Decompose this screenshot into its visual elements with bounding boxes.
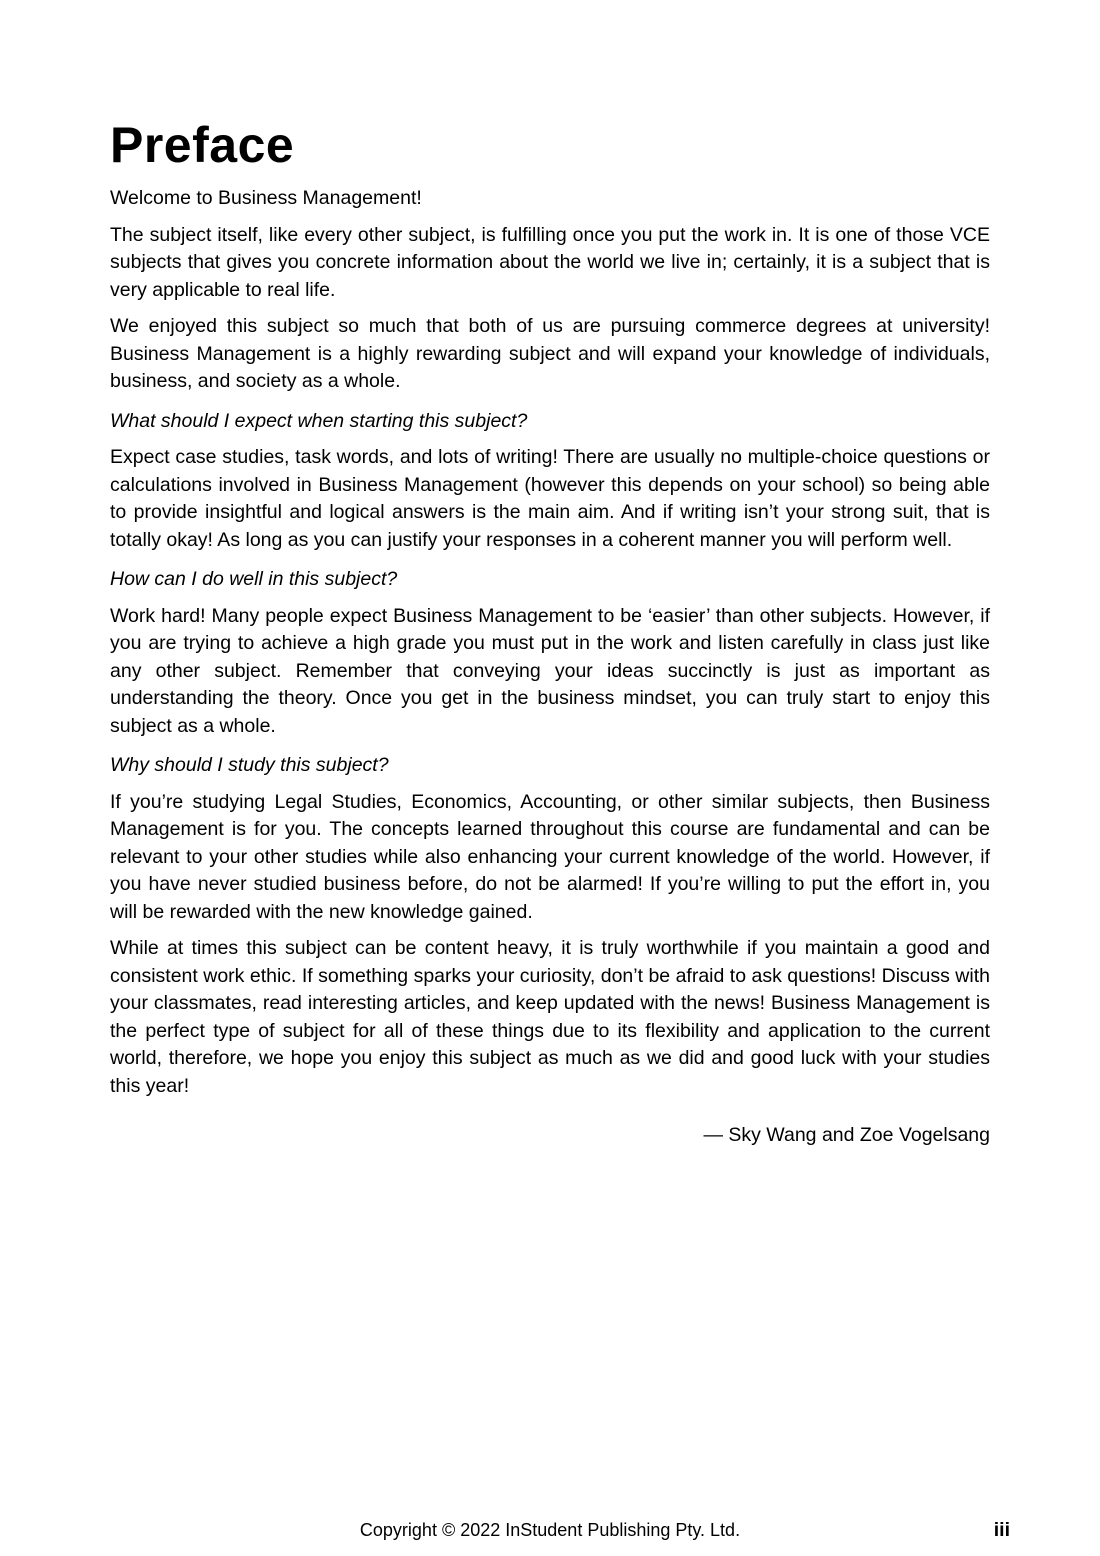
question-dowell: How can I do well in this subject?: [110, 568, 398, 590]
question-expect: What should I expect when starting this subject?: [110, 409, 528, 432]
page-title: Preface: [110, 117, 295, 173]
welcome-line: Welcome to Business Management!: [110, 187, 422, 209]
paragraph-why: If you’re studying Legal Studies, Economics, Accounting, or other similar subjects, then Business Management is for you. The concepts learned throughout this course are fundamental and can be relevant to your other studies while also enhancing your current knowledge of the world. However, if you have never studied business before, do not be alarmed! If you’re willing to put the effort in, you will be rewarded with the new knowledge gained.: [110, 790, 990, 923]
paragraph-expect: Expect case studies, task words, and lots of writing! There are usually no multiple-choice questions or calculations involved in Business Management (however this depends on your school) so being able to provide insightful and logical answers is the main aim. And if writing isn’t your strong suit, that is totally okay! As long as you can justify your responses in a coherent manner you will perform well.: [110, 446, 990, 551]
page-number: iii: [993, 1519, 1010, 1541]
question-why: Why should I study this subject?: [110, 754, 389, 776]
paragraph-while: While at times this subject can be content heavy, it is truly worthwhile if you maintain a good and consistent work ethic. If something sparks your curiosity, don’t be afraid to ask questions! Discuss with your classmates, read interesting articles, and keep updated with the news! Business Management is the perfect type of subject for all of these things due to its flexibility and application to the current world, therefore, we hope you enjoy this subject as much as we did and good luck with your studies this year!: [110, 937, 990, 1097]
page-footer: [0, 1516, 1100, 1544]
page-content: [110, 0, 990, 1150]
author-attribution: — Sky Wang and Zoe Vogelsang: [703, 1124, 990, 1146]
paragraph-enjoyed: We enjoyed this subject so much that both of us are pursuing commerce degrees at university! Business Management is a highly rewarding subject and will expand your knowledge of individuals, business, and society as a whole.: [110, 315, 990, 392]
paragraph-dowell: Work hard! Many people expect Business Management to be ‘easier’ than other subjects. However, if you are trying to achieve a high grade you must put in the work and listen carefully in class just like any other subject. Remember that conveying your ideas succinctly is just as important as understanding the theory. Once you get in the business mindset, you can truly start to enjoy this subject as a whole.: [110, 604, 990, 737]
footer-copyright: Copyright © 2022 InStudent Publishing Pty. Ltd.: [359, 1520, 741, 1540]
paragraph-subject: The subject itself, like every other subject, is fulfilling once you put the work in. It is one of those VCE subjects that gives you concrete information about the world we live in; certainly, it is a subject that is very applicable to real life.: [110, 223, 990, 301]
